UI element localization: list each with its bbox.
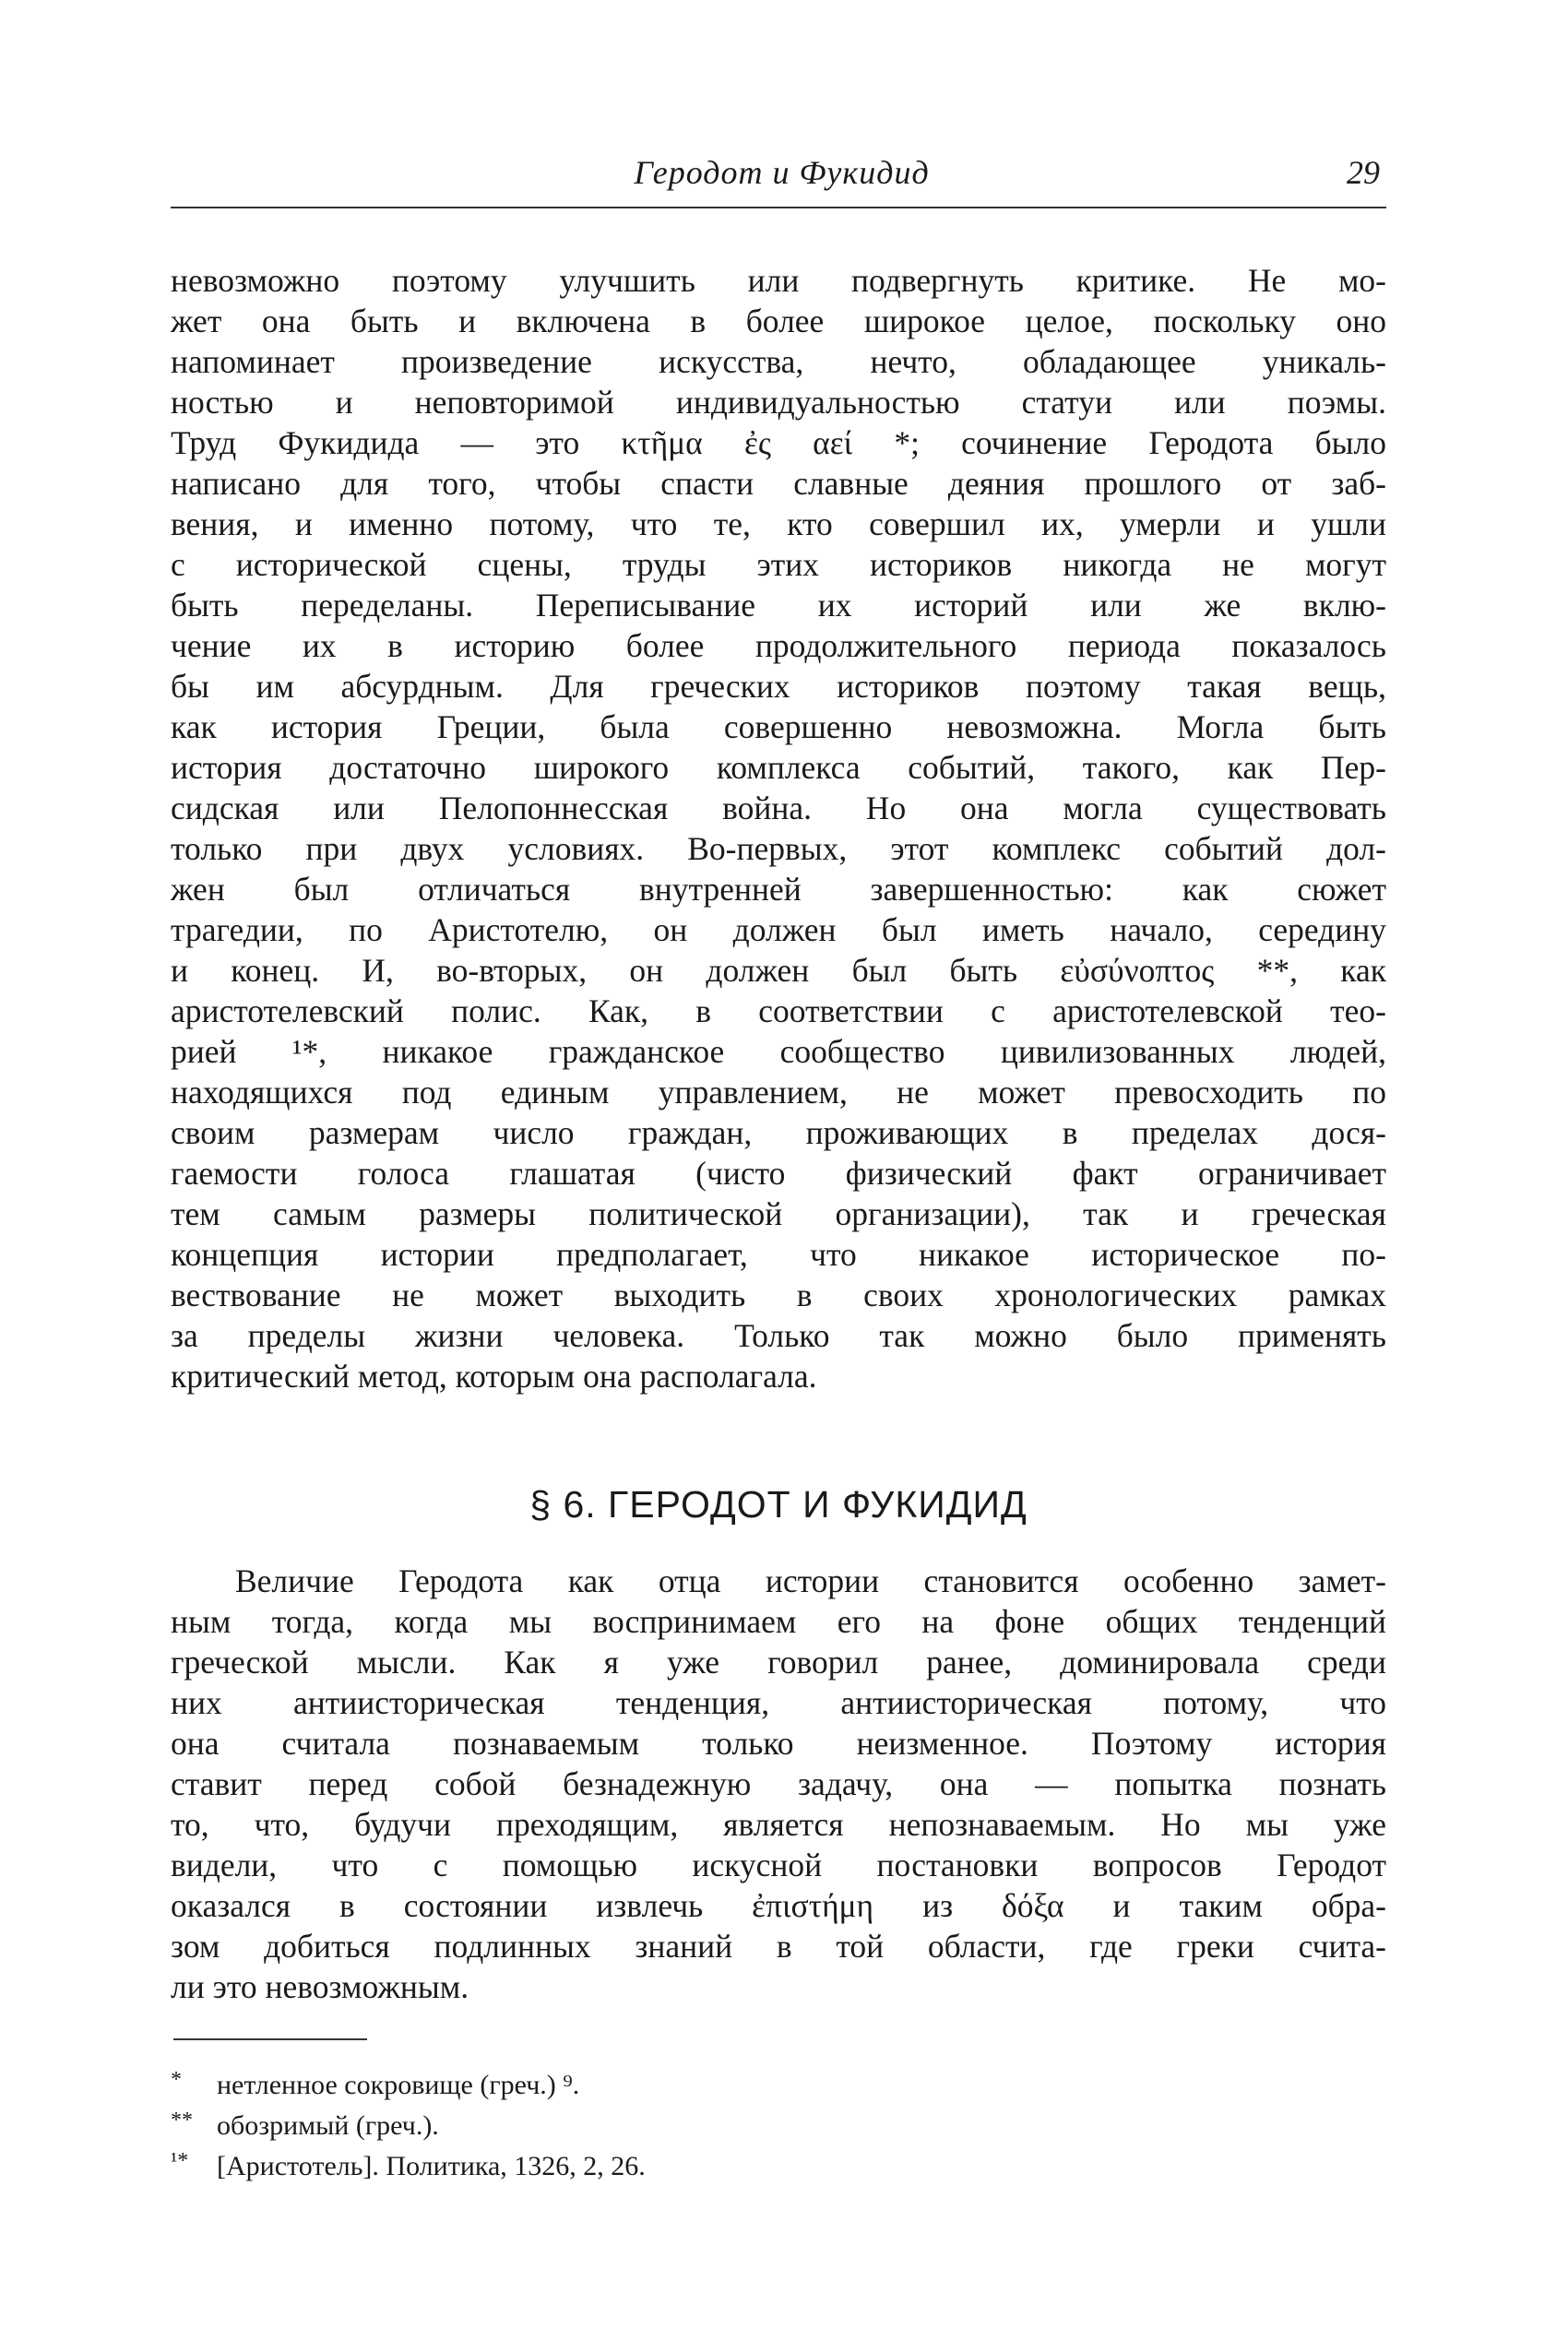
text-line: ли это невозможным.: [171, 1968, 469, 2005]
footnote-text: [Аристотель]. Политика, 1326, 2, 26.: [217, 2151, 646, 2181]
text-line: и конец. И, во-вторых, он должен был быть εὐσύνοπτος **, как: [171, 952, 1386, 989]
text-line: ностью и неповторимой индивидуальностью статуи или поэмы.: [171, 384, 1386, 421]
text-line: вествование не может выходить в своих хронологических рамках: [171, 1277, 1386, 1313]
text-line: невозможно поэтому улучшить или подвергнуть критике. Не мо-: [171, 262, 1386, 299]
text-line: концепция истории предполагает, что никакое историческое по-: [171, 1236, 1386, 1273]
text-line: то, что, будучи преходящим, является непознаваемым. Но мы уже: [171, 1806, 1386, 1843]
text-line: греческой мысли. Как я уже говорил ранее, доминировала среди: [171, 1644, 1386, 1681]
text-line: быть переделаны. Переписывание их историй или же вклю-: [171, 587, 1386, 624]
text-line: Труд Фукидида — это κτῆμα ἐς αεί *; сочинение Геродота было: [171, 424, 1386, 461]
text-line: оказался в состоянии извлечь ἐπιστήμη из δόξα и таким обра-: [171, 1887, 1386, 1924]
footnote: [171, 2062, 1185, 2103]
header-rule: [171, 207, 1386, 208]
text-line: напоминает произведение искусства, нечто, обладающее уникаль-: [171, 343, 1386, 380]
text-line: тем самым размеры политической организации), так и греческая: [171, 1195, 1386, 1232]
page-number: 29: [1347, 154, 1380, 191]
footnote: [171, 2103, 1185, 2144]
text-line: вения, и именно потому, что те, кто совершил их, умерли и ушли: [171, 505, 1386, 542]
footnote-rule: [173, 2038, 367, 2040]
text-line: она считала познаваемым только неизменное. Поэтому история: [171, 1725, 1386, 1762]
text-line: бы им абсурдным. Для греческих историков поэтому такая вещь,: [171, 668, 1386, 705]
text-line: сидская или Пелопоннесская война. Но она могла существовать: [171, 790, 1386, 826]
footnote-mark: **: [171, 2108, 193, 2132]
footnote-mark: *: [171, 2068, 182, 2092]
text-line: гаемости голоса глашатая (чисто физический факт ограничивает: [171, 1155, 1386, 1192]
text-line: только при двух условиях. Во-первых, этот комплекс событий дол-: [171, 830, 1386, 867]
text-line: чение их в историю более продолжительного периода показалось: [171, 627, 1386, 664]
footnote-text: нетленное сокровище (греч.) ⁹.: [217, 2070, 580, 2100]
text-line: зом добиться подлинных знаний в той области, где греки счита-: [171, 1928, 1386, 1965]
text-line: ным тогда, когда мы воспринимаем его на фоне общих тенденций: [171, 1603, 1386, 1640]
text-line: видели, что с помощью искусной постановки вопросов Геродот: [171, 1847, 1386, 1883]
paragraph-1: [171, 260, 1386, 1396]
text-line: история достаточно широкого комплекса событий, такого, как Пер-: [171, 749, 1386, 786]
text-line: находящихся под единым управлением, не может превосходить по: [171, 1074, 1386, 1111]
text-line: критический метод, которым она располагала.: [171, 1358, 817, 1395]
footnote-text: обозримый (греч.).: [217, 2110, 439, 2141]
text-line: рией ¹*, никакое гражданское сообщество цивилизованных людей,: [171, 1033, 1386, 1070]
text-line: своим размерам число граждан, проживающих в пределах дося-: [171, 1114, 1386, 1151]
text-line: Величие Геродота как отца истории становится особенно замет-: [235, 1562, 1386, 1599]
text-line: с исторической сцены, труды этих историков никогда не могут: [171, 546, 1386, 583]
text-line: за пределы жизни человека. Только так можно было применять: [171, 1317, 1386, 1354]
text-line: аристотелевский полис. Как, в соответствии с аристотелевской тео-: [171, 992, 1386, 1029]
text-line: трагедии, по Аристотелю, он должен был иметь начало, середину: [171, 911, 1386, 948]
paragraph-2: [171, 1561, 1386, 2007]
text-line: написано для того, чтобы спасти славные деяния прошлого от заб-: [171, 465, 1386, 502]
text-line: жен был отличаться внутренней завершенностью: как сюжет: [171, 871, 1386, 908]
running-head: [171, 153, 1393, 199]
text-line: как история Греции, была совершенно невозможна. Могла быть: [171, 708, 1386, 745]
running-title: Геродот и Фукидид: [634, 154, 930, 191]
text-line: них антиисторическая тенденция, антиисторическая потому, что: [171, 1684, 1386, 1721]
footnote-mark: ¹*: [171, 2149, 189, 2173]
text-line: жет она быть и включена в более широкое целое, поскольку оно: [171, 303, 1386, 339]
text-line: ставит перед собой безнадежную задачу, она — попытка познать: [171, 1765, 1386, 1802]
footnotes: [171, 2062, 1185, 2184]
footnote: [171, 2144, 1185, 2184]
section-heading: § 6. ГЕРОДОТ И ФУКИДИД: [529, 1483, 1028, 1526]
